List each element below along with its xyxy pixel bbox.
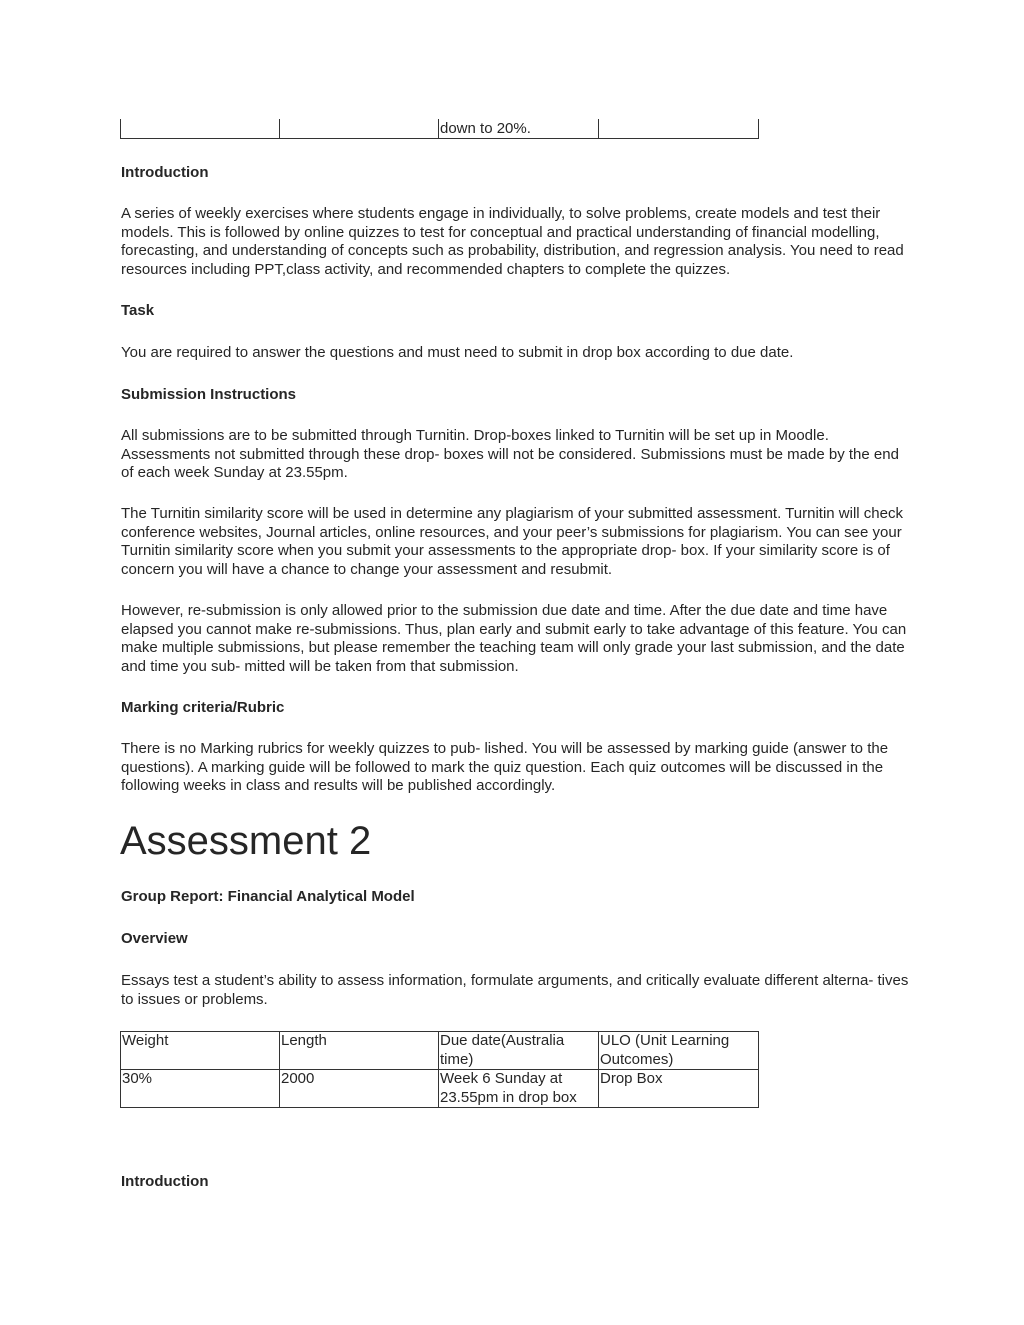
- table-cell: Week 6 Sunday at 23.55pm in drop box: [439, 1070, 599, 1108]
- submission-paragraph-1: All submissions are to be submitted through Turnitin. Drop-boxes linked to Turnitin will be set up in Moodle. Assessments not submitted through these drop- boxes will not be considered. Submissions must be made by the end of each week Sunday at 23.55pm.: [121, 427, 899, 481]
- assessment-2-title: Assessment 2: [120, 819, 372, 863]
- table-header-row: [121, 1032, 759, 1070]
- submission-paragraph-2: The Turnitin similarity score will be used in determine any plagiarism of your submitted assessment. Turnitin will check conference websites, Journal articles, online resources, and your peer’s submissions for plagiarism. You can see your Turnitin similarity score when you submit your assessments to the appropriate drop- box. If your similarity score is of concern you will have a chance to change your assessment and resubmit.: [121, 505, 903, 578]
- overview-paragraph: Essays test a student’s ability to assess information, formulate arguments, and critically evaluate different alterna- tives to issues or problems.: [121, 972, 909, 1008]
- assessment-2-introduction-heading: Introduction: [121, 1173, 209, 1190]
- introduction-heading: Introduction: [121, 164, 209, 181]
- table-cell: 2000: [280, 1070, 439, 1108]
- task-heading: Task: [121, 302, 155, 319]
- table-cell: Drop Box: [599, 1070, 759, 1108]
- overview-heading: Overview: [121, 930, 188, 947]
- assessment-info-table: [120, 1031, 759, 1108]
- table-cell: [280, 119, 439, 139]
- table-cell: down to 20%.: [439, 119, 599, 139]
- submission-paragraph-3: However, re-submission is only allowed prior to the submission due date and time. After the due date and time have elapsed you cannot make re-submissions. Thus, plan early and submit early to take advantage of this feature. You can make multiple submissions, but please remember the teaching team will only grade your last submission, and the date and time you sub- mitted will be taken from that submission.: [121, 602, 907, 675]
- table-header-cell: Length: [280, 1032, 439, 1070]
- table-row: [121, 119, 759, 139]
- table-header-cell: Due date(Australia time): [439, 1032, 599, 1070]
- task-paragraph: You are required to answer the questions and must need to submit in drop box according to due date.: [121, 344, 794, 361]
- introduction-paragraph: A series of weekly exercises where students engage in individually, to solve problems, create models and test their models. This is followed by online quizzes to test for conceptual and practical understanding of financial modelling, forecasting, and understanding of concepts such as probability, distribution, and regression analysis. You need to read resources including PPT,class activity, and recommended chapters to complete the quizzes.: [121, 205, 904, 278]
- table-cell: [599, 119, 759, 139]
- submission-instructions-heading: Submission Instructions: [121, 386, 297, 403]
- assessment-2-subtitle: Group Report: Financial Analytical Model: [121, 888, 415, 905]
- table-header-cell: ULO (Unit Learning Outcomes): [599, 1032, 759, 1070]
- marking-paragraph: There is no Marking rubrics for weekly quizzes to pub- lished. You will be assessed by marking guide (answer to the questions). A marking guide will be followed to mark the quiz question. Each quiz outcomes will be discussed in the following weeks in class and results will be published accordingly.: [121, 740, 889, 794]
- table-row: [121, 1070, 759, 1108]
- continued-table: [120, 119, 759, 139]
- table-cell: 30%: [121, 1070, 280, 1108]
- table-header-cell: Weight: [121, 1032, 280, 1070]
- marking-criteria-heading: Marking criteria/Rubric: [121, 699, 285, 716]
- table-cell: [121, 119, 280, 139]
